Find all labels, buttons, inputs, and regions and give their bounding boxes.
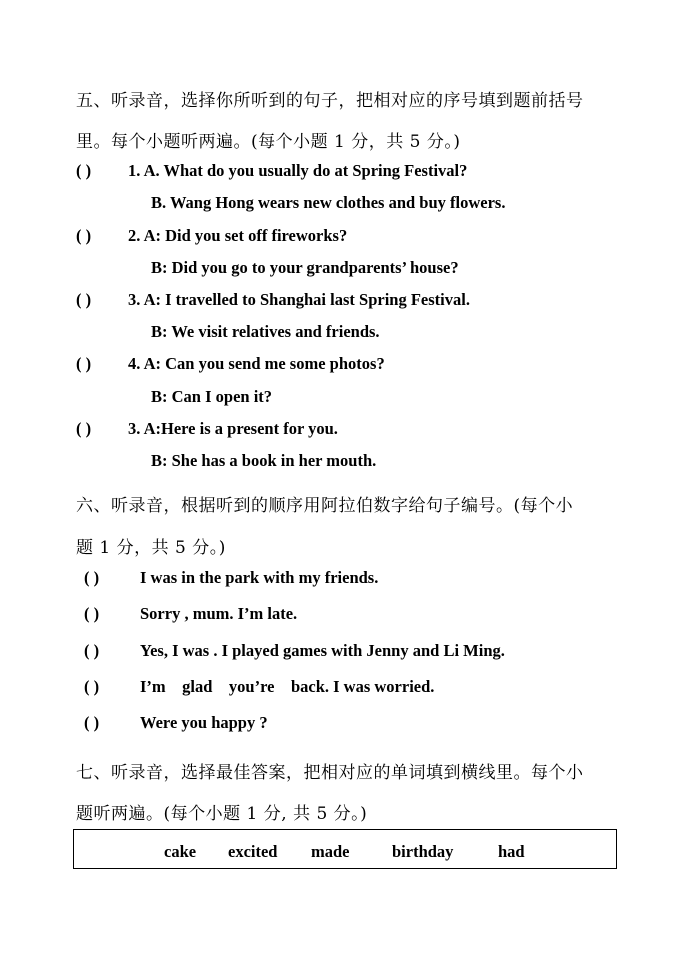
question-text: 2. A: Did you set off fireworks? (128, 226, 348, 245)
sentence-text: I was in the park with my friends. (140, 568, 379, 587)
s5-q1-line-a (76, 161, 467, 181)
answer-paren[interactable]: ( ) (76, 161, 92, 180)
question-text: 3. A:Here is a present for you. (128, 419, 338, 438)
word-cake: cake (164, 842, 197, 861)
word-excited: excited (228, 842, 278, 861)
answer-paren[interactable]: ( ) (84, 713, 100, 732)
s6-item-2 (84, 604, 297, 624)
s6-item-1 (84, 568, 378, 588)
s5-q4-line-b: B: Can I open it? (151, 387, 273, 406)
word-made: made (311, 842, 350, 861)
answer-paren[interactable]: ( ) (76, 290, 92, 309)
question-text: 3. A: I travelled to Shanghai last Spring Festival. (128, 290, 470, 309)
s6-item-3 (84, 641, 505, 661)
section6-heading-line1: 六、听录音，根据听到的顺序用阿拉伯数字给句子编号。(每个小 (76, 496, 574, 516)
sentence-text: Sorry , mum. I’m late. (140, 604, 298, 623)
s5-q3-line-a (76, 290, 470, 310)
answer-paren[interactable]: ( ) (76, 419, 92, 438)
answer-paren[interactable]: ( ) (84, 604, 100, 623)
s5-q4-line-a (76, 354, 385, 374)
question-text: 1. A. What do you usually do at Spring Festival? (128, 161, 468, 180)
section7-heading-line1: 七、听录音，选择最佳答案，把相对应的单词填到横线里。每个小 (76, 763, 584, 783)
s5-q5-line-a (76, 419, 338, 439)
word-had: had (498, 842, 525, 861)
word-birthday: birthday (392, 842, 454, 861)
sentence-text: I’m glad you’re back. I was worried. (140, 677, 435, 696)
s5-q3-line-b: B: We visit relatives and friends. (151, 322, 380, 341)
section5-heading-line2: 里。每个小题听两遍。(每个小题 1 分，共 5 分。) (76, 132, 461, 152)
word-bank-box (73, 829, 617, 869)
answer-paren[interactable]: ( ) (84, 641, 100, 660)
s5-q1-line-b: B. Wang Hong wears new clothes and buy flowers. (151, 193, 506, 212)
section5-heading-line1: 五、听录音，选择你所听到的句子，把相对应的序号填到题前括号 (76, 91, 584, 111)
s6-item-4 (84, 677, 434, 697)
answer-paren[interactable]: ( ) (84, 568, 100, 587)
answer-paren[interactable]: ( ) (84, 677, 100, 696)
s5-q5-line-b: B: She has a book in her mouth. (151, 451, 377, 470)
s5-q2-line-a (76, 226, 347, 246)
s6-item-5 (84, 713, 268, 733)
section7-heading-line2: 题听两遍。(每个小题 1 分, 共 5 分。) (76, 804, 368, 824)
sentence-text: Were you happy ? (140, 713, 268, 732)
answer-paren[interactable]: ( ) (76, 226, 92, 245)
answer-paren[interactable]: ( ) (76, 354, 92, 373)
section6-heading-line2: 题 1 分，共 5 分。) (76, 538, 226, 558)
question-text: 4. A: Can you send me some photos? (128, 354, 385, 373)
sentence-text: Yes, I was . I played games with Jenny and Li Ming. (140, 641, 505, 660)
s5-q2-line-b: B: Did you go to your grandparents’ house? (151, 258, 459, 277)
